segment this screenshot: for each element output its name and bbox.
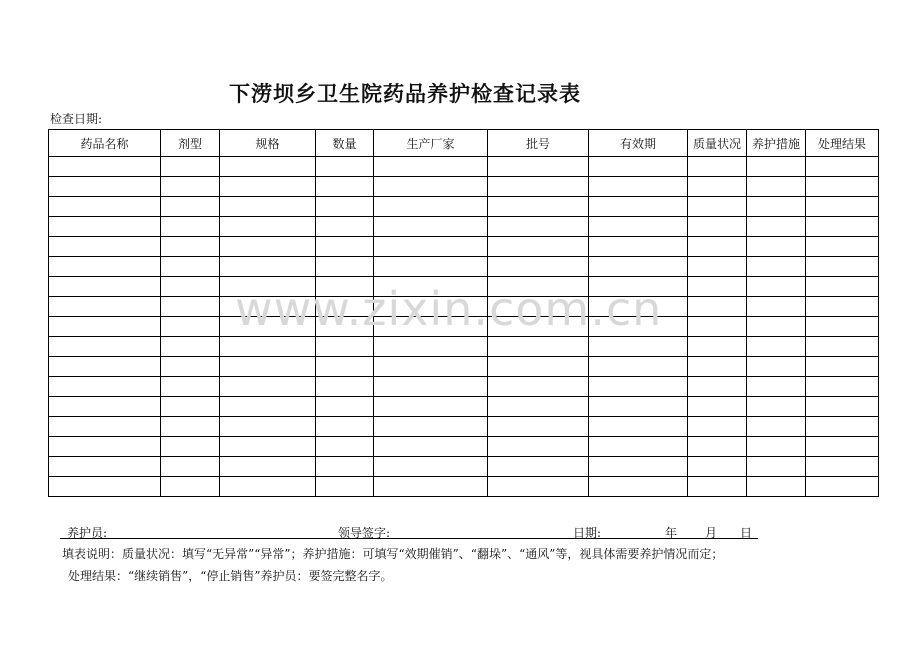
table-cell[interactable] [488, 477, 589, 497]
table-cell[interactable] [374, 177, 488, 197]
year-label: 年 [665, 526, 678, 540]
table-cell[interactable] [316, 297, 374, 317]
table-cell[interactable] [220, 397, 316, 417]
table-cell[interactable] [747, 437, 806, 457]
table-cell[interactable] [161, 337, 220, 357]
table-cell[interactable] [374, 457, 488, 477]
table-cell[interactable] [806, 457, 879, 477]
table-cell[interactable] [374, 337, 488, 357]
table-cell[interactable] [589, 257, 688, 277]
table-cell[interactable] [49, 297, 161, 317]
leader-sign-label: 领导签字: [338, 526, 391, 540]
table-cell[interactable] [49, 157, 161, 177]
table-cell[interactable] [488, 317, 589, 337]
table-cell[interactable] [747, 417, 806, 437]
table-cell[interactable] [220, 377, 316, 397]
table-cell[interactable] [161, 157, 220, 177]
table-row [49, 377, 879, 397]
table-cell[interactable] [316, 157, 374, 177]
table-cell[interactable] [747, 317, 806, 337]
table-row [49, 397, 879, 417]
table-cell[interactable] [374, 437, 488, 457]
table-cell[interactable] [220, 357, 316, 377]
table-cell[interactable] [220, 457, 316, 477]
watermark-text: www.zixin.com.cn [235, 282, 663, 336]
table-cell[interactable] [747, 297, 806, 317]
table-cell[interactable] [49, 217, 161, 237]
table-cell[interactable] [589, 457, 688, 477]
table-cell[interactable] [688, 277, 747, 297]
table-cell[interactable] [688, 197, 747, 217]
table-cell[interactable] [589, 397, 688, 417]
table-cell[interactable] [316, 357, 374, 377]
table-cell[interactable] [316, 397, 374, 417]
table-cell[interactable] [688, 257, 747, 277]
table-cell[interactable] [161, 317, 220, 337]
table-cell[interactable] [374, 357, 488, 377]
table-cell[interactable] [688, 157, 747, 177]
table-cell[interactable] [49, 397, 161, 417]
table-cell[interactable] [688, 217, 747, 237]
table-row [49, 177, 879, 197]
table-cell[interactable] [220, 337, 316, 357]
table-cell[interactable] [806, 217, 879, 237]
table-cell[interactable] [220, 297, 316, 317]
table-cell[interactable] [220, 417, 316, 437]
table-cell[interactable] [316, 437, 374, 457]
table-row [49, 257, 879, 277]
table-row [49, 317, 879, 337]
table-cell[interactable] [747, 277, 806, 297]
table-cell[interactable] [589, 297, 688, 317]
table-cell[interactable] [220, 257, 316, 277]
instruction-note-line2: 处理结果：“继续销售”，“停止销售”养护员：要签完整名字。 [68, 569, 393, 583]
table-cell[interactable] [806, 297, 879, 317]
table-cell[interactable] [49, 317, 161, 337]
table-cell[interactable] [161, 177, 220, 197]
table-cell[interactable] [316, 277, 374, 297]
table-cell[interactable] [589, 237, 688, 257]
table-cell[interactable] [589, 337, 688, 357]
table-cell[interactable] [316, 337, 374, 357]
table-cell[interactable] [747, 337, 806, 357]
table-cell[interactable] [488, 157, 589, 177]
table-cell[interactable] [747, 457, 806, 477]
table-cell[interactable] [49, 357, 161, 377]
table-cell[interactable] [220, 177, 316, 197]
inspection-date-label: 检查日期: [50, 112, 103, 126]
table-cell[interactable] [488, 457, 589, 477]
table-cell[interactable] [316, 377, 374, 397]
header-manufacturer: 生产厂家 [374, 130, 488, 157]
table-cell[interactable] [488, 197, 589, 217]
table-cell[interactable] [374, 377, 488, 397]
header-expiry-date: 有效期 [589, 130, 688, 157]
table-cell[interactable] [589, 177, 688, 197]
table-cell[interactable] [220, 477, 316, 497]
table-cell[interactable] [49, 457, 161, 477]
table-cell[interactable] [688, 437, 747, 457]
table-cell[interactable] [488, 297, 589, 317]
table-cell[interactable] [316, 317, 374, 337]
table-header-row [49, 130, 879, 157]
header-batch-number: 批号 [488, 130, 589, 157]
table-cell[interactable] [806, 417, 879, 437]
table-cell[interactable] [806, 177, 879, 197]
header-drug-name: 药品名称 [49, 130, 161, 157]
signature-underline [60, 538, 758, 539]
table-cell[interactable] [488, 397, 589, 417]
table-cell[interactable] [688, 317, 747, 337]
table-cell[interactable] [589, 157, 688, 177]
table-cell[interactable] [488, 437, 589, 457]
table-cell[interactable] [589, 417, 688, 437]
table-cell[interactable] [374, 397, 488, 417]
table-cell[interactable] [589, 437, 688, 457]
table-cell[interactable] [747, 377, 806, 397]
table-row [49, 437, 879, 457]
table-row [49, 197, 879, 217]
table-cell[interactable] [49, 197, 161, 217]
table-cell[interactable] [161, 297, 220, 317]
table-row [49, 477, 879, 497]
table-cell[interactable] [747, 477, 806, 497]
header-quantity: 数量 [316, 130, 374, 157]
table-cell[interactable] [220, 437, 316, 457]
table-cell[interactable] [488, 337, 589, 357]
table-cell[interactable] [688, 237, 747, 257]
table-cell[interactable] [806, 357, 879, 377]
table-cell[interactable] [49, 337, 161, 357]
table-cell[interactable] [488, 417, 589, 437]
table-cell[interactable] [220, 277, 316, 297]
table-cell[interactable] [747, 237, 806, 257]
table-cell[interactable] [747, 177, 806, 197]
table-cell[interactable] [488, 357, 589, 377]
table-cell[interactable] [688, 397, 747, 417]
table-cell[interactable] [161, 397, 220, 417]
table-cell[interactable] [806, 317, 879, 337]
table-cell[interactable] [374, 217, 488, 237]
page-title: 下涝坝乡卫生院药品养护检查记录表 [229, 82, 581, 106]
table-cell[interactable] [374, 157, 488, 177]
day-label: 日 [740, 526, 753, 540]
table-cell[interactable] [747, 197, 806, 217]
table-cell[interactable] [589, 477, 688, 497]
table-cell[interactable] [688, 177, 747, 197]
table-cell[interactable] [316, 477, 374, 497]
table-row [49, 417, 879, 437]
table-cell[interactable] [49, 177, 161, 197]
table-cell[interactable] [316, 197, 374, 217]
table-cell[interactable] [220, 237, 316, 257]
table-cell[interactable] [488, 237, 589, 257]
table-cell[interactable] [806, 277, 879, 297]
table-cell[interactable] [488, 277, 589, 297]
table-cell[interactable] [589, 217, 688, 237]
table-row [49, 217, 879, 237]
table-cell[interactable] [161, 257, 220, 277]
table-cell[interactable] [316, 417, 374, 437]
table-cell[interactable] [161, 417, 220, 437]
instruction-note-line1: 填表说明：质量状况：填写“无异常”“异常”；养护措施：可填写“效期催销”、“翻垛”、“通风”等，视具体需要养护情况而定； [62, 547, 724, 561]
table-row [49, 157, 879, 177]
table-cell[interactable] [161, 237, 220, 257]
table-cell[interactable] [374, 197, 488, 217]
table-cell[interactable] [49, 377, 161, 397]
table-cell[interactable] [747, 397, 806, 417]
table-row [49, 457, 879, 477]
table-cell[interactable] [49, 477, 161, 497]
table-cell[interactable] [688, 417, 747, 437]
header-quality-status: 质量状况 [688, 130, 747, 157]
header-specification: 规格 [220, 130, 316, 157]
table-cell[interactable] [49, 237, 161, 257]
table-cell[interactable] [747, 157, 806, 177]
table-cell[interactable] [806, 197, 879, 217]
table-cell[interactable] [161, 217, 220, 237]
table-cell[interactable] [161, 477, 220, 497]
table-body [49, 157, 879, 497]
header-maintenance-measures: 养护措施 [747, 130, 806, 157]
table-cell[interactable] [806, 157, 879, 177]
table-cell[interactable] [589, 197, 688, 217]
table-cell[interactable] [374, 317, 488, 337]
table-cell[interactable] [688, 357, 747, 377]
table-cell[interactable] [488, 177, 589, 197]
table-row [49, 337, 879, 357]
table-cell[interactable] [374, 477, 488, 497]
header-handling-result: 处理结果 [806, 130, 879, 157]
table-cell[interactable] [806, 237, 879, 257]
table-cell[interactable] [688, 297, 747, 317]
table-cell[interactable] [374, 237, 488, 257]
table-cell[interactable] [374, 417, 488, 437]
table-cell[interactable] [589, 377, 688, 397]
table-cell[interactable] [806, 477, 879, 497]
table-cell[interactable] [161, 357, 220, 377]
table-cell[interactable] [806, 397, 879, 417]
record-table [48, 129, 879, 497]
table-cell[interactable] [747, 217, 806, 237]
month-label: 月 [705, 526, 718, 540]
table-cell[interactable] [589, 277, 688, 297]
table-cell[interactable] [747, 357, 806, 377]
table-cell[interactable] [747, 257, 806, 277]
table-cell[interactable] [488, 377, 589, 397]
table-cell[interactable] [161, 197, 220, 217]
table-cell[interactable] [488, 257, 589, 277]
table-cell[interactable] [161, 437, 220, 457]
table-cell[interactable] [161, 277, 220, 297]
table-cell[interactable] [316, 457, 374, 477]
table-cell[interactable] [806, 257, 879, 277]
table-cell[interactable] [316, 217, 374, 237]
header-dosage-form: 剂型 [161, 130, 220, 157]
table-cell[interactable] [220, 217, 316, 237]
table-cell[interactable] [688, 377, 747, 397]
table-cell[interactable] [49, 257, 161, 277]
table-cell[interactable] [220, 157, 316, 177]
table-cell[interactable] [316, 177, 374, 197]
table-cell[interactable] [220, 317, 316, 337]
table-row [49, 237, 879, 257]
table-cell[interactable] [806, 337, 879, 357]
table-cell[interactable] [49, 417, 161, 437]
table-cell[interactable] [49, 437, 161, 457]
table-cell[interactable] [589, 317, 688, 337]
table-cell[interactable] [220, 197, 316, 217]
table-cell[interactable] [161, 457, 220, 477]
table-cell[interactable] [161, 377, 220, 397]
table-cell[interactable] [374, 277, 488, 297]
signature-date-label: 日期: [573, 526, 602, 540]
table-row [49, 297, 879, 317]
table-cell[interactable] [806, 437, 879, 457]
table-cell[interactable] [688, 337, 747, 357]
table-cell[interactable] [374, 257, 488, 277]
table-cell[interactable] [316, 257, 374, 277]
signature-row [0, 524, 920, 542]
table-cell[interactable] [688, 477, 747, 497]
table-row [49, 357, 879, 377]
table-cell[interactable] [806, 377, 879, 397]
table-cell[interactable] [49, 277, 161, 297]
table-row [49, 277, 879, 297]
table-cell[interactable] [316, 237, 374, 257]
caretaker-label: 养护员: [67, 526, 108, 540]
table-cell[interactable] [688, 457, 747, 477]
table-cell[interactable] [589, 357, 688, 377]
table-cell[interactable] [488, 217, 589, 237]
table-cell[interactable] [374, 297, 488, 317]
